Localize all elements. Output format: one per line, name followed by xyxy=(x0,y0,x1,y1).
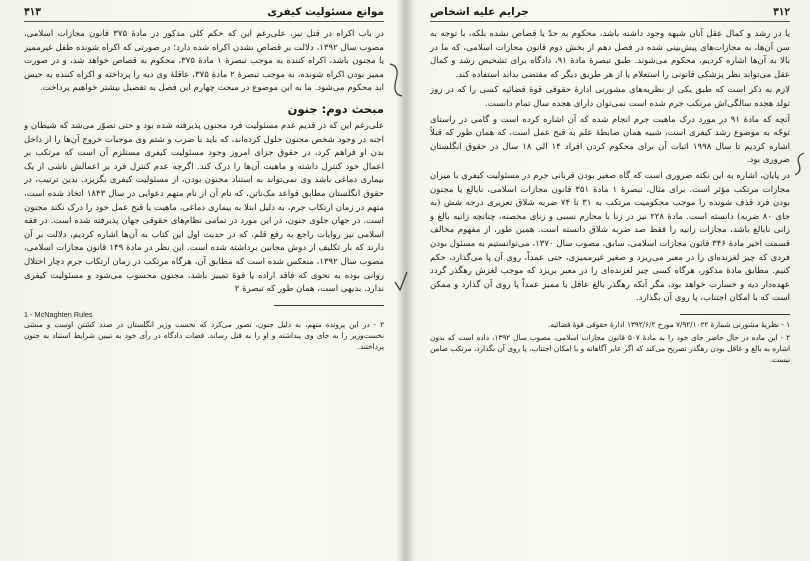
margin-bracket-icon xyxy=(792,150,808,178)
footnote: ۲ - این ماده در حال حاضر جای خود را به مادهٔ ۵۰۷ قانون مجازات اسلامی، مصوب سال ۱۳۹۲، داده است که بدون اشاره به بالغ و عاقل بودن رهگذر تصریح می‌کند که اگر عابر آگاهانه و با امکان اجتناب، پا روی آن بگذارد، مرتکب ضامن نیست. xyxy=(430,332,790,364)
footnote-separator xyxy=(274,305,384,306)
body-paragraph: علی‌رغم این که در قدیم عدم مسئولیت فرد مجنون پذیرفته شده بود و حتی تصوّر می‌شد که شیطان و اجنه در وجود شخص مجنون حلول کرده‌اند، که باید با ضرب و شتم وی موجبات خروج آن‌ها را از داخل بدن او فراهم کرد، در حقوق جزای امروز وجود مسئولیت کیفری مستلزم آن است که مرتکب بر اعمال خود کنترل داشته و ماهیت آن‌ها را درک کند. اگرچه عدم کنترل فرد بر اعمالش ناشی از یک بیماری دماغی باشد وی نمی‌تواند به استناد مجنون بودن، از مسئولیت کیفری بگریزد. بدین ترتیب، در حقوق انگلستان مطابق قواعد مک‌ناتن، که نام آن از نام متهم دعوایی در سال ۱۸۴۳ اتخاذ شده است، متهم در زمان ارتکاب جرم، به دلیل ابتلا به بیماری دماغی، ماهیت یا قبح عمل خود را درک نکند مجنون است. در جهان جلوی جنون، در این مورد در تمامی نظام‌های حقوقی جهان پذیرفته شده است. در فقه اسلامی نیز روایات راجع به رفع قلم، که در حدیث اول این کتاب به آن‌ها اشاره کردیم، دلالت بر آن دارند که بار تکلیف از دوش مجانین برداشته شده است. این نظر در مادهٔ ۱۴۹ قانون مجازات اسلامی، مصوب سال ۱۳۹۲، منعکس شده است که مطابق آن، هرگاه مرتکب در زمان ارتکاب جرم دچار اختلال روانی بوده به نحوی که فاقد اراده یا قوهٔ تمییز باشد، مجنون محسوب می‌شود و مسئولیت کیفری ندارد. بدیهی است، همان طور که تبصرهٔ ۲ xyxy=(24,120,384,295)
running-header xyxy=(430,6,790,22)
body-paragraph: در پایان، اشاره به این نکته ضروری است که گاه صغیر بودن قربانی جرم در مسئولیت کیفری با میزان مجازات مرتکب مؤثر است. برای مثال، تبصرهٔ ۱ مادهٔ ۳۵۱ قانون مجازات اسلامی، نابالغ یا مجنون بودن فرد قذف شونده را موجب محکومیت مرتکب به ۳۱ تا ۷۴ ضربه شلاق تعزیری درجه شش (به جای ۸۰ ضربه) دانسته است. مادهٔ ۲۲۸ نیز در زنا با محارم نسبی و زنای محصنه، چنانچه زانیه بالغ و زانی نابالغ باشد، مجازات زانیه را فقط صد ضربه شلاق دانسته است. همین طور، از مفهوم مخالف قسمت اخیر مادهٔ ۳۴۶ قانون مجازات اسلامی، سابق، مصوب سال ۱۳۷۰، می‌توانستیم به مسئول بودن فردی که چیز لغزنده‌ای را در معبر می‌ریزد و صغیر غیرممیزی، حتی عمداً، روی آن پا می‌گذارد، حکم کنیم. مطابق مادهٔ مذکور، هرگاه کسی چیز لغزنده‌ای را در معبر بریزد که موجب لغزش رهگذر گردد عهده‌دار دیه و خسارت خواهد بود، مگر آنکه رهگذر بالغ عاقل یا ممیز عمداً پا روی آن گذارد و ممکن است که با امکان اجتناب، پا روی آن بگذارد. xyxy=(430,170,790,304)
body-paragraph: لازم به ذکر است که طبق یکی از نظریه‌های مشورتی ادارهٔ حقوقی قوهٔ قضائیه کسی را که در روز تولد هجده سالگی‌اش مرتکب جرم شده است نمی‌توان دارای هجده سال تمام دانست. xyxy=(430,85,790,109)
footnotes xyxy=(24,310,384,352)
body-paragraph: در باب اکراه در قتل نیز، علی‌رغم این که حکم کلی مذکور در مادهٔ ۳۷۵ قانون مجازات اسلامی، مصوب سال ۱۳۹۲، دلالت بر قصاص نشدن اکراه شده دارد؛ در صورتی که اکراه شونده طفل غیرممیز یا مجنون باشد، اکراه کننده به موجب تبصرهٔ ۱ مادهٔ ۳۷۵، محکوم به قصاص خواهد شد، و در صورت ممیز بودن اکراه شونده، به موجب تبصرهٔ ۲ مادهٔ ۳۷۵، عاقلهٔ وی دیه را پرداخته و اکراه کننده به حبس ابد محکوم می‌شود. ما به این موضوع در مبحث چهارم این فصل به تفصیل بیشتر خواهیم پرداخت. xyxy=(24,29,384,94)
footnote: ۱ - نظریهٔ مشورتی شمارهٔ ۷/۹۲/۱۰۲۲ مورخ ۱۳۹۲/۶/۲ ادارهٔ حقوقی قوهٔ قضائیه. xyxy=(547,319,790,329)
page-312 xyxy=(430,6,790,556)
footnote: ۲ - در این پرونده متهم، به دلیل جنون، تصور می‌کرد که نخست وزیر انگلستان در صدد کشتن اوست و منشی نخست‌وزیر را به جای وی پنداشته و او را به قتل رساند. قضات دادگاه در رأی خود به تبیین شرایط استناد به جنون پرداختند. xyxy=(24,319,384,351)
margin-bracket-icon xyxy=(386,60,406,100)
body-paragraph: آنچه که مادهٔ ۹۱ در مورد درک ماهیت جرم انجام شده که آن اشاره کرده است و گامی در راستای توجّه به موضوع رشد کیفری است، شبیه همان ضابطهٔ علم به قبح عمل است، که همان طور که قبلاً اشاره کردیم تا سال ۱۹۹۸ اثبات آن برای محکوم کردن افراد ۱۴ الی ۱۸ سال در حقوق انگلستان ضروری بود. xyxy=(430,114,790,166)
header-title: موانع مسئولیت کیفری xyxy=(267,6,384,18)
footnote-english: 1 - McNaghten Rules xyxy=(24,309,93,319)
header-title: جرایم علیه اشخاص xyxy=(430,6,529,18)
page-number: ۳۱۲ xyxy=(773,6,790,18)
footnote-separator xyxy=(680,314,790,315)
section-heading: مبحث دوم: جنون xyxy=(287,101,384,116)
footnotes xyxy=(430,319,790,365)
body-paragraph: یا در رشد و کمال عقل آنان شبهه وجود داشته باشد، محکوم به حدّ یا قصاص نشده بلکه، با توجه به سن آن‌ها، به مجازات‌های پیش‌بینی شده در فصل دهم از بخش دوم قانون مجازات اسلامی، که ما در بالا به آن‌ها اشاره کردیم، محکوم می‌شوند. طبق تبصرهٔ مادهٔ ۹۱، دادگاه برای تشخیص رشد و کمال عقل می‌تواند نظر پزشکی قانونی را استعلام یا از هر طریق دیگر که مقتضی بداند استفاده کند. xyxy=(430,29,790,80)
page-number: ۳۱۳ xyxy=(24,6,41,18)
running-header xyxy=(24,6,384,22)
page-313 xyxy=(24,6,384,556)
margin-checkmark-icon xyxy=(392,268,410,298)
